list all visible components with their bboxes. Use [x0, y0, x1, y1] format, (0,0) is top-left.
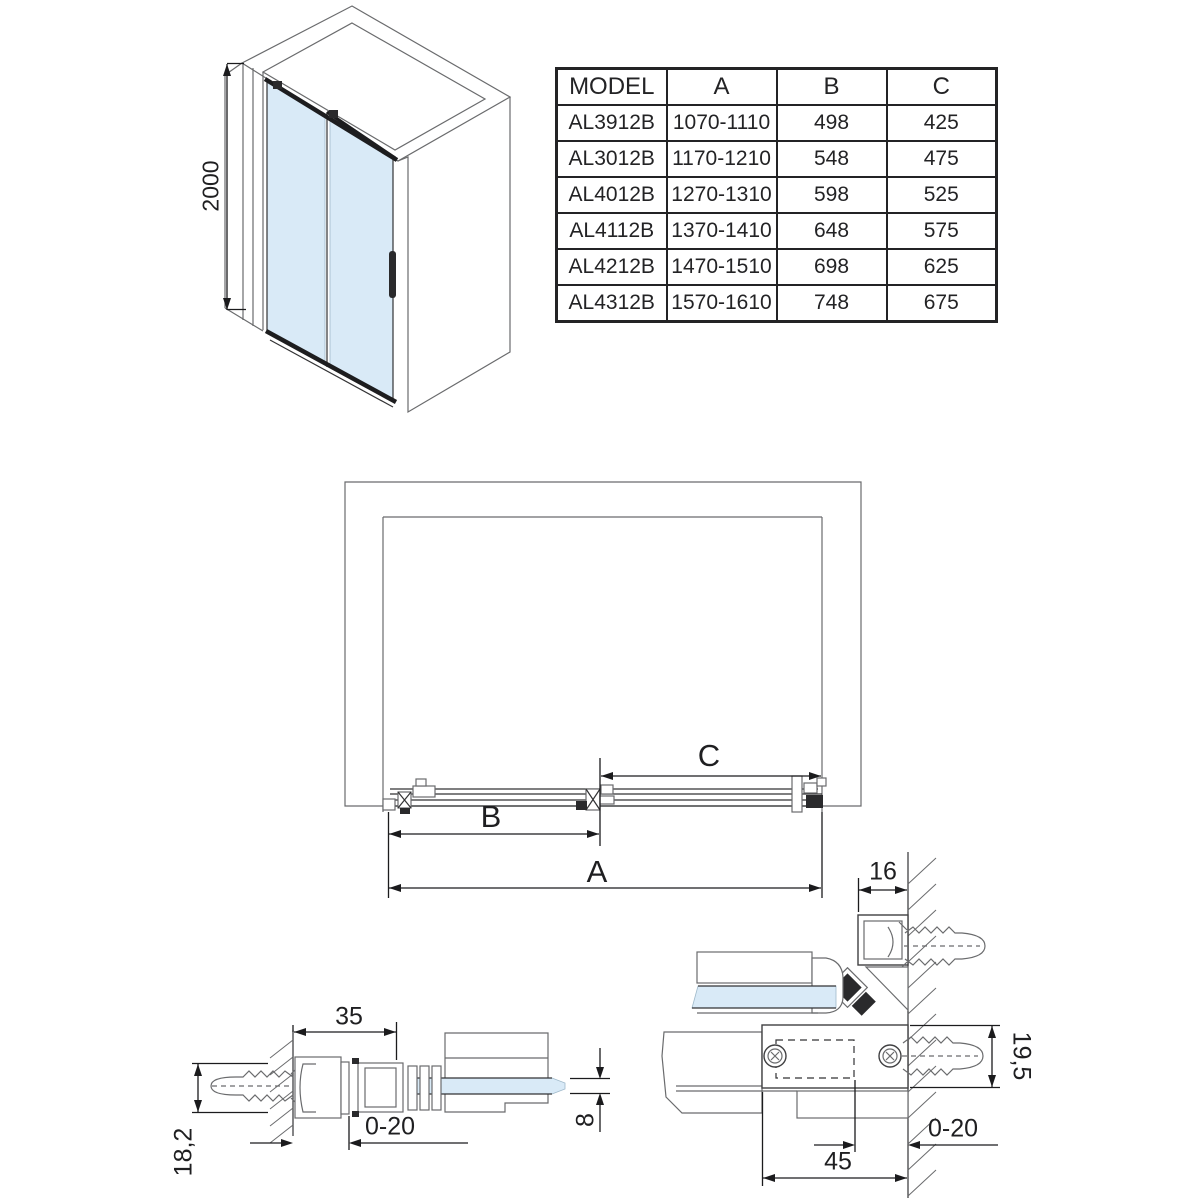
iso-height-label: 2000 — [197, 160, 224, 212]
detail-18-2-label: 18,2 — [169, 1127, 198, 1177]
wall-anchor-dowel — [211, 1066, 299, 1106]
wall-outline-outer — [345, 482, 861, 806]
bracket-screw — [879, 1045, 901, 1067]
table-cell: AL4312B — [557, 285, 667, 322]
table-cell: 1470-1510 — [667, 249, 777, 285]
table-cell: 575 — [887, 213, 997, 249]
table-cell: 475 — [887, 141, 997, 177]
door-top-profile — [697, 952, 812, 983]
detail-35-label: 35 — [335, 1002, 363, 1031]
detail-0-20-left-label: 0-20 — [364, 1112, 416, 1141]
table-cell: 498 — [777, 105, 887, 141]
table-cell: AL3912B — [557, 105, 667, 141]
spec-table-container — [555, 67, 998, 323]
spec-table-header: A — [667, 69, 777, 106]
glass-seal — [408, 1066, 441, 1110]
table-cell: 1170-1210 — [667, 141, 777, 177]
upper-anchor-dowel — [899, 922, 985, 970]
lower-anchor-dowel — [902, 1037, 983, 1075]
table-row — [557, 177, 997, 213]
spec-table-header: MODEL — [557, 69, 667, 106]
detail-0-20-right-label: 0-20 — [927, 1114, 979, 1143]
detail-45-label: 45 — [824, 1147, 852, 1176]
detail-19-5-label: 19,5 — [1007, 1031, 1036, 1081]
table-cell: 625 — [887, 249, 997, 285]
detail-16-label: 16 — [869, 857, 897, 886]
wall-mount-detail — [662, 852, 1000, 1198]
plan-dim-b-label: B — [480, 799, 502, 834]
plan-dim-a-label: A — [586, 854, 608, 889]
table-cell: 648 — [777, 213, 887, 249]
roller-bracket-icon — [329, 110, 338, 118]
plan-dim-c-label: C — [697, 738, 721, 773]
table-cell: 1070-1110 — [667, 105, 777, 141]
door-profile-body — [662, 1032, 762, 1113]
table-cell: 425 — [887, 105, 997, 141]
right-wall — [398, 97, 510, 412]
table-row — [557, 105, 997, 141]
spec-table-header-row — [557, 69, 997, 106]
rail-hardware-left — [383, 779, 435, 814]
isometric-view — [223, 6, 510, 412]
table-cell: AL3012B — [557, 141, 667, 177]
table-row — [557, 213, 997, 249]
fixed-glass-panel — [267, 80, 325, 362]
table-cell: AL4112B — [557, 213, 667, 249]
left-wall-strip — [225, 63, 263, 331]
roller-bracket-icon — [273, 81, 282, 89]
table-cell: 548 — [777, 141, 887, 177]
wall-hatching — [270, 1040, 293, 1143]
plan-view — [345, 482, 861, 898]
table-cell: 1370-1410 — [667, 213, 777, 249]
table-cell: 525 — [887, 177, 997, 213]
sliding-glass-panel — [330, 119, 393, 399]
table-cell: 598 — [777, 177, 887, 213]
spec-table-header: C — [887, 69, 997, 106]
table-cell: 675 — [887, 285, 997, 322]
table-cell: AL4012B — [557, 177, 667, 213]
wall-profile-square — [858, 915, 908, 965]
door-handle — [389, 251, 396, 298]
dimension-18-2 — [192, 1064, 268, 1113]
bracket-screw — [764, 1045, 786, 1067]
table-row — [557, 141, 997, 177]
table-cell: 1570-1610 — [667, 285, 777, 322]
door-frame-profile — [445, 1033, 548, 1112]
table-cell: 1270-1310 — [667, 177, 777, 213]
table-cell: AL4212B — [557, 249, 667, 285]
lower-profile — [797, 1091, 908, 1118]
wall-opening-inner — [383, 517, 822, 812]
table-row — [557, 285, 997, 322]
spec-table-header: B — [777, 69, 887, 106]
table-row — [557, 249, 997, 285]
table-cell: 698 — [777, 249, 887, 285]
glass-section — [692, 986, 836, 1008]
spec-table — [555, 67, 998, 323]
detail-8-label: 8 — [571, 1113, 600, 1127]
table-cell: 748 — [777, 285, 887, 322]
